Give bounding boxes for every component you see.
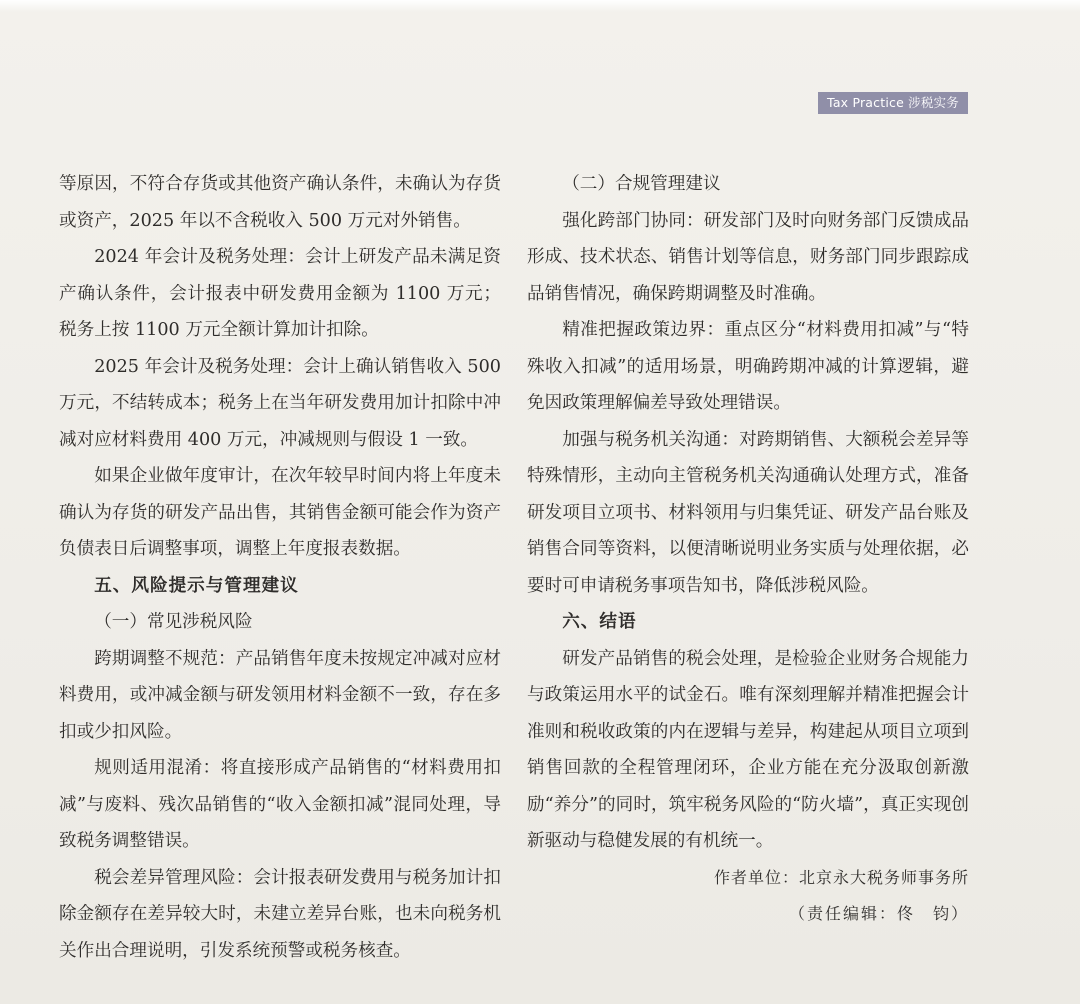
subheading-common-risks: （一）常见涉税风险: [94, 612, 253, 632]
paragraph-2024-treatment: 2024 年会计及税务处理：会计上研发产品未满足资产确认条件，会计报表中研发费用金额为 1100 万元；税务上按 1100 万元全额计算加计扣除。: [59, 247, 501, 340]
right-column: [527, 166, 969, 933]
paragraph-rule-confusion-risk: 规则适用混淆：将直接形成产品销售的“材料费用扣减”与废料、残次品销售的“收入金额扣减”混同处理，导致税务调整错误。: [59, 758, 501, 851]
paragraph-difference-risk: 税会差异管理风险：会计报表研发费用与税务加计扣除金额存在差异较大时，未建立差异台账，也未向税务机关作出合理说明，引发系统预警或税务核查。: [59, 867, 501, 961]
paragraph-policy-boundary: 精准把握政策边界：重点区分“材料费用扣减”与“特殊收入扣减”的适用场景，明确跨期冲减的计算逻辑，避免因政策理解偏差导致处理错误。: [527, 320, 969, 413]
page-top-edge: [0, 0, 1080, 12]
section-tag: Tax Practice 涉税实务: [818, 92, 968, 114]
paragraph-conclusion: 研发产品销售的税会处理，是检验企业财务合规能力与政策运用水平的试金石。唯有深刻理解并精准把握会计准则和税收政策的内在逻辑与差异，构建起从项目立项到销售回款的全程管理闭环，企业方能在充分汲取创新激励“养分”的同时，筑牢税务风险的“防火墙”，真正实现创新驱动与稳健发展的有机统一。: [527, 648, 969, 851]
section-heading-risks: 五、风险提示与管理建议: [94, 574, 299, 596]
paragraph-cross-department: 强化跨部门协同：研发部门及时向财务部门反馈成品形成、技术状态、销售计划等信息，财务部门同步跟踪成品销售情况，确保跨期调整及时准确。: [527, 210, 969, 304]
paragraph-2025-treatment: 2025 年会计及税务处理：会计上确认销售收入 500 万元，不结转成本；税务上在当年研发费用加计扣除中冲减对应材料费用 400 万元，冲减规则与假设 1 一致。: [59, 356, 501, 450]
paragraph-cross-period-risk: 跨期调整不规范：产品销售年度未按规定冲减对应材料费用，或冲减金额与研发领用材料金额不一致，存在多扣或少扣风险。: [59, 648, 501, 742]
paragraph-continuation: 等原因，不符合存货或其他资产确认条件，未确认为存货或资产，2025 年以不含税收入 500 万元对外销售。: [59, 174, 501, 231]
left-column: [59, 166, 501, 969]
subheading-compliance-advice: （二）合规管理建议: [562, 174, 721, 194]
section-heading-conclusion: 六、结语: [562, 611, 637, 632]
responsible-editor: （责任编辑：佟 钧）: [788, 904, 969, 923]
paragraph-tax-authority-communication: 加强与税务机关沟通：对跨期销售、大额税会差异等特殊情形，主动向主管税务机关沟通确认处理方式，准备研发项目立项书、材料领用与归集凭证、研发产品台账及销售合同等资料，以便清晰说明业务实质与处理依据，必要时可申请税务事项告知书，降低涉税风险。: [527, 429, 969, 596]
paragraph-annual-audit: 如果企业做年度审计，在次年较早时间内将上年度未确认为存货的研发产品出售，其销售金额可能会作为资产负债表日后调整事项，调整上年度报表数据。: [59, 466, 501, 559]
author-affiliation: 作者单位：北京永大税务师事务所: [713, 867, 969, 887]
